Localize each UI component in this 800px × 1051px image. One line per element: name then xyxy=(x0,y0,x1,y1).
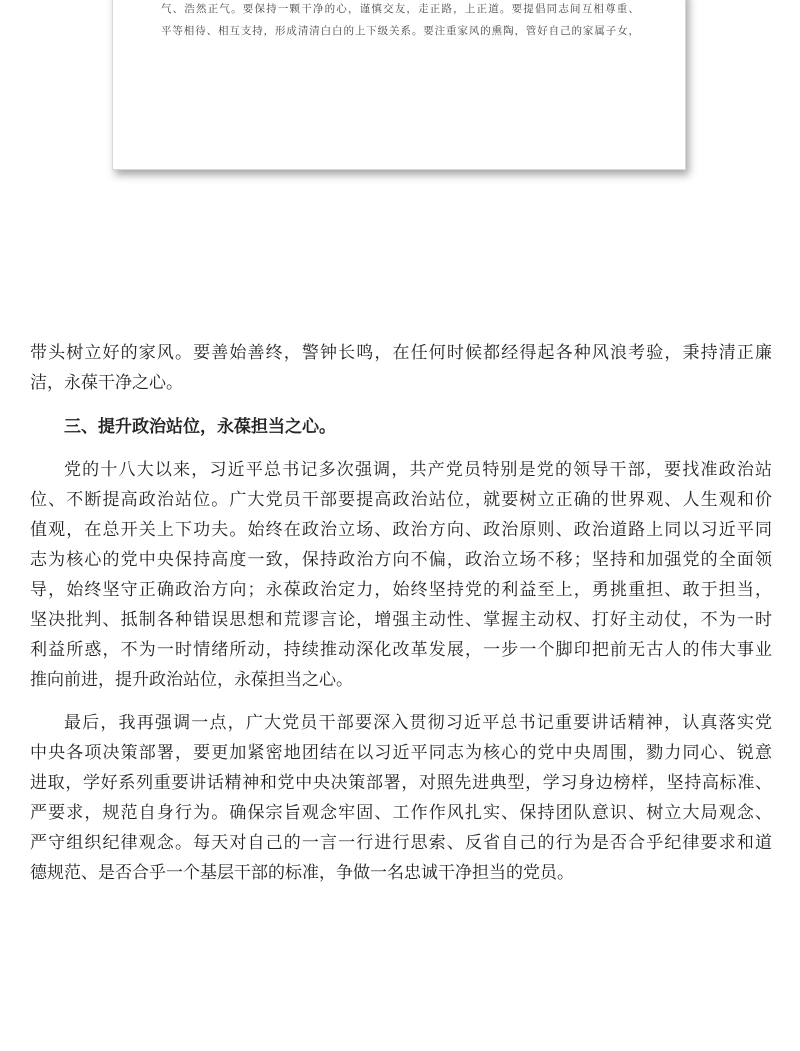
body-line: 志为核心的党中央保持高度一致，保持政治方向不偏，政治立场不移；坚持和加强党的全面领 xyxy=(30,550,772,570)
section-heading: 三、提升政治站位，永葆担当之心。 xyxy=(64,417,336,437)
body-line: 洁，永葆干净之心。 xyxy=(30,373,183,393)
body-line: 德规范、是否合乎一个基层干部的标准，争做一名忠诚干净担当的党员。 xyxy=(30,863,574,883)
body-line: 党的十八大以来，习近平总书记多次强调，共产党员特别是党的领导干部，要找准政治站 xyxy=(64,460,772,480)
body-line: 坚决批判、抵制各种错误思想和荒谬言论，增强主动性、掌握主动权、打好主动仗，不为一时 xyxy=(30,610,772,630)
card-text-line: 气、浩然正气。要保持一颗干净的心，谨慎交友，走正路，上正道。要提倡同志间互相尊重、 xyxy=(161,3,639,15)
embedded-page-image xyxy=(112,0,686,170)
body-line: 位、不断提高政治站位。广大党员干部要提高政治站位，就要树立正确的世界观、人生观和价 xyxy=(30,490,772,510)
body-line: 最后，我再强调一点，广大党员干部要深入贯彻习近平总书记重要讲话精神，认真落实党 xyxy=(64,713,772,733)
card-text-line: 平等相待、相互支持，形成清清白白的上下级关系。要注重家风的熏陶，管好自己的家属子女， xyxy=(161,25,639,37)
body-line: 严要求，规范自身行为。确保宗旨观念牢固、工作作风扎实、保持团队意识、树立大局观念、 xyxy=(30,803,772,823)
body-line: 值观，在总开关上下功夫。始终在政治立场、政治方向、政治原则、政治道路上同以习近平同 xyxy=(30,520,772,540)
body-line: 导，始终坚守正确政治方向；永葆政治定力，始终坚持党的利益至上，勇挑重担、敢于担当， xyxy=(30,580,772,600)
body-line: 中央各项决策部署，要更加紧密地团结在以习近平同志为核心的党中央周围，勠力同心、锐意 xyxy=(30,743,772,763)
body-line: 推向前进，提升政治站位，永葆担当之心。 xyxy=(30,670,353,690)
body-line: 严守组织纪律观念。每天对自己的一言一行进行思索、反省自己的行为是否合乎纪律要求和道 xyxy=(30,833,772,853)
body-line: 进取，学好系列重要讲话精神和党中央决策部署，对照先进典型，学习身边榜样，坚持高标准、 xyxy=(30,773,772,793)
body-line: 利益所惑，不为一时情绪所动，持续推动深化改革发展，一步一个脚印把前无古人的伟大事业 xyxy=(30,640,772,660)
body-line: 带头树立好的家风。要善始善终，警钟长鸣，在任何时候都经得起各种风浪考验，秉持清正廉 xyxy=(30,343,772,363)
